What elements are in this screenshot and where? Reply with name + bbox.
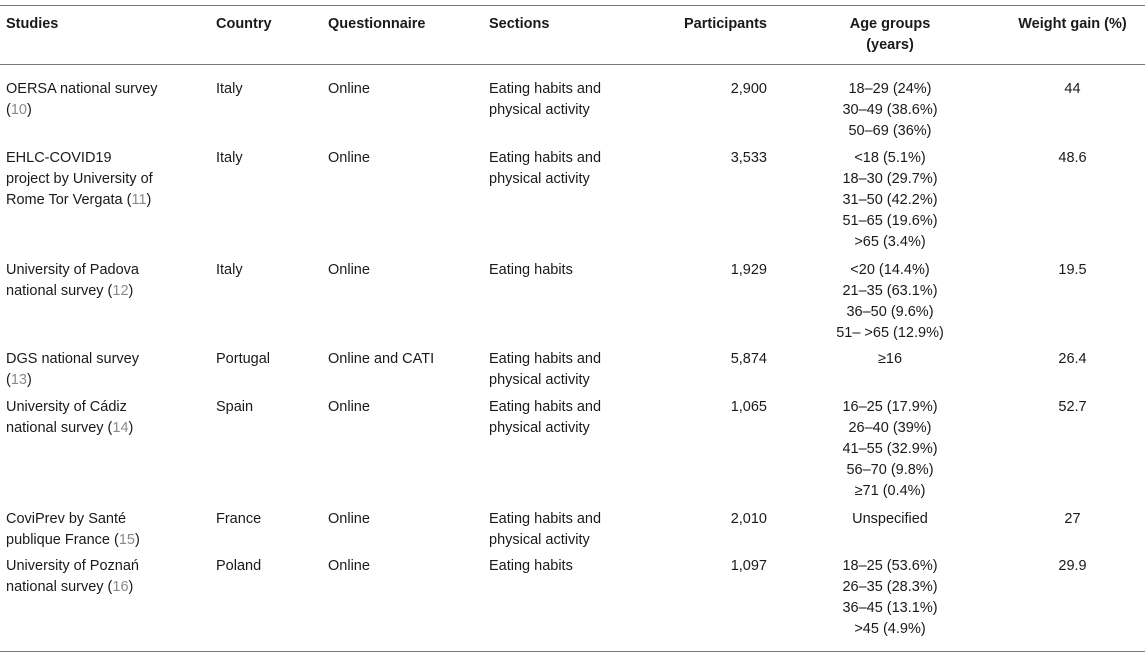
cell-participants: 3,533 [730, 150, 767, 166]
cell-questionnaire: Online [328, 399, 370, 415]
cell-questionnaire: Online and CATI [328, 351, 435, 367]
reference-number: 12 [112, 283, 129, 299]
age-group-line: 18–29 (24%) [848, 81, 932, 97]
study-line: DGS national survey [6, 351, 139, 367]
cell-sections [489, 556, 659, 577]
study-line: CoviPrev by Santé [6, 511, 127, 527]
section-line: Eating habits and [489, 81, 602, 97]
cell-participants: 1,065 [730, 399, 767, 415]
age-group-line: 26–40 (39%) [848, 420, 932, 436]
study-line: project by University of [6, 171, 153, 187]
cell-age-groups [815, 349, 965, 370]
age-group-line: 18–30 (29.7%) [842, 171, 938, 187]
cell-age-groups [815, 148, 965, 253]
cell-study [6, 79, 206, 121]
age-group-line: 30–49 (38.6%) [842, 102, 938, 118]
cell-weight-gain: 29.9 [1058, 558, 1087, 574]
study-line: publique France (15) [6, 532, 140, 548]
cell-study [6, 556, 206, 598]
age-group-line: 36–50 (9.6%) [846, 304, 934, 320]
cell-weight-gain: 44 [1064, 81, 1081, 97]
reference-number: 13 [10, 372, 27, 388]
cell-questionnaire: Online [328, 511, 370, 527]
section-line: Eating habits [489, 262, 573, 278]
header-questionnaire: Questionnaire [328, 16, 426, 32]
section-line: Eating habits and [489, 351, 602, 367]
age-group-line: ≥16 [877, 351, 903, 367]
cell-study [6, 397, 206, 439]
reference-number: 10 [10, 102, 27, 118]
table-bottom-rule [0, 651, 1145, 652]
age-group-line: 50–69 (36%) [848, 123, 932, 139]
section-line: physical activity [489, 420, 590, 436]
header-country: Country [216, 16, 272, 32]
age-group-line: 51–65 (19.6%) [842, 213, 938, 229]
cell-sections [489, 79, 659, 121]
age-group-line: ≥71 (0.4%) [854, 483, 926, 499]
cell-participants: 2,900 [730, 81, 767, 97]
age-group-line: 26–35 (28.3%) [842, 579, 938, 595]
cell-weight-gain: 48.6 [1058, 150, 1087, 166]
cell-study [6, 509, 206, 551]
age-group-line: <18 (5.1%) [854, 150, 926, 166]
reference-number: 14 [112, 420, 129, 436]
cell-country: France [216, 511, 262, 527]
cell-study [6, 260, 206, 302]
age-group-line: 18–25 (53.6%) [842, 558, 938, 574]
cell-country: Spain [216, 399, 254, 415]
cell-questionnaire: Online [328, 262, 370, 278]
study-line: (13) [6, 372, 32, 388]
cell-age-groups [815, 509, 965, 530]
reference-number: 15 [118, 532, 135, 548]
cell-study [6, 349, 206, 391]
cell-participants: 5,874 [730, 351, 767, 367]
cell-participants: 2,010 [730, 511, 767, 527]
section-line: Eating habits and [489, 399, 602, 415]
cell-weight-gain: 19.5 [1058, 262, 1087, 278]
cell-age-groups [815, 556, 965, 640]
header-age-groups-line2: (years) [866, 37, 914, 53]
study-line: (10) [6, 102, 32, 118]
cell-age-groups [815, 397, 965, 502]
table-top-rule [0, 5, 1145, 6]
cell-country: Italy [216, 262, 243, 278]
cell-study [6, 148, 206, 211]
section-line: physical activity [489, 171, 590, 187]
age-group-line: 31–50 (42.2%) [842, 192, 938, 208]
study-line: Rome Tor Vergata (11) [6, 192, 152, 208]
cell-questionnaire: Online [328, 150, 370, 166]
cell-weight-gain: 27 [1064, 511, 1081, 527]
study-line: University of Poznań [6, 558, 139, 574]
section-line: physical activity [489, 372, 590, 388]
cell-age-groups [815, 79, 965, 142]
age-group-line: >65 (3.4%) [854, 234, 926, 250]
header-studies: Studies [6, 16, 59, 32]
cell-weight-gain: 52.7 [1058, 399, 1087, 415]
cell-sections [489, 148, 659, 190]
cell-sections [489, 349, 659, 391]
cell-sections [489, 260, 659, 281]
age-group-line: Unspecified [852, 511, 928, 527]
section-line: Eating habits [489, 558, 573, 574]
cell-country: Poland [216, 558, 262, 574]
cell-age-groups [815, 260, 965, 344]
header-weight-gain: Weight gain (%) [1018, 16, 1127, 32]
study-line: University of Cádiz [6, 399, 127, 415]
age-group-line: 56–70 (9.8%) [846, 462, 934, 478]
age-group-line: 51– >65 (12.9%) [836, 325, 944, 341]
study-line: EHLC-COVID19 [6, 150, 112, 166]
cell-country: Italy [216, 81, 243, 97]
section-line: physical activity [489, 102, 590, 118]
cell-weight-gain: 26.4 [1058, 351, 1087, 367]
age-group-line: 21–35 (63.1%) [842, 283, 938, 299]
cell-country: Italy [216, 150, 243, 166]
age-group-line: 41–55 (32.9%) [842, 441, 938, 457]
cell-country: Portugal [216, 351, 271, 367]
header-bottom-rule [0, 64, 1145, 65]
study-line: OERSA national survey [6, 81, 158, 97]
cell-questionnaire: Online [328, 558, 370, 574]
age-group-line: 36–45 (13.1%) [842, 600, 938, 616]
reference-number: 11 [131, 192, 147, 208]
header-sections: Sections [489, 16, 550, 32]
age-group-line: <20 (14.4%) [850, 262, 930, 278]
study-line: University of Padova [6, 262, 139, 278]
cell-questionnaire: Online [328, 81, 370, 97]
age-group-line: 16–25 (17.9%) [842, 399, 938, 415]
reference-number: 16 [112, 579, 129, 595]
cell-participants: 1,097 [730, 558, 767, 574]
section-line: physical activity [489, 532, 590, 548]
header-participants: Participants [684, 16, 767, 32]
study-line: national survey (14) [6, 420, 134, 436]
study-line: national survey (16) [6, 579, 134, 595]
cell-sections [489, 509, 659, 551]
age-group-line: >45 (4.9%) [854, 621, 926, 637]
header-age-groups-line1: Age groups [849, 16, 931, 32]
cell-participants: 1,929 [730, 262, 767, 278]
section-line: Eating habits and [489, 511, 602, 527]
section-line: Eating habits and [489, 150, 602, 166]
study-line: national survey (12) [6, 283, 134, 299]
cell-sections [489, 397, 659, 439]
header-age-groups [815, 14, 965, 56]
